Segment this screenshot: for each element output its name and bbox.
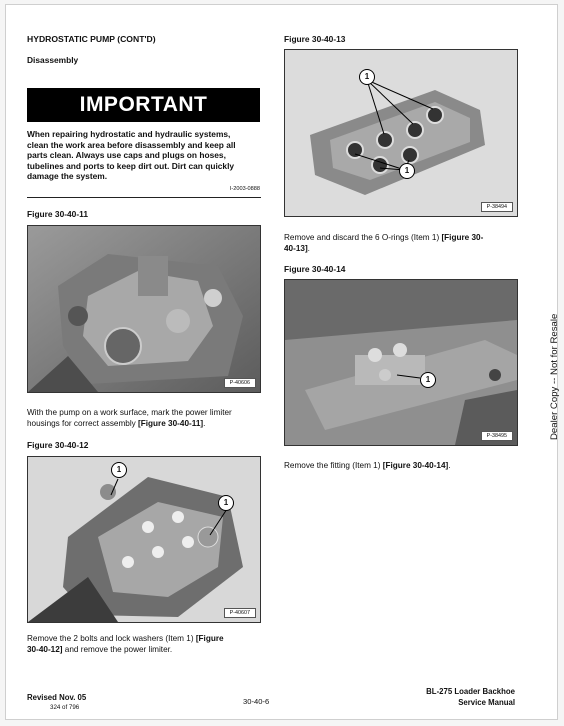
- footer-page-count: 324 of 796: [50, 704, 80, 711]
- para-line: [27, 633, 262, 644]
- figure-11-title: Figure 30-40-11: [27, 209, 88, 219]
- important-line: clean the work area before disassembly and keep all: [27, 139, 236, 150]
- section-title: HYDROSTATIC PUMP (CONT'D): [27, 34, 156, 44]
- figure-13-title: Figure 30-40-13: [284, 34, 346, 44]
- para-line: [27, 418, 262, 429]
- callout-1-top: 1: [359, 69, 375, 85]
- figure-reference: [Figure: [195, 634, 224, 643]
- para-line: [284, 243, 519, 254]
- para-line: With the pump on a work surface, mark the power limiter: [27, 408, 232, 417]
- para-line: [27, 644, 262, 655]
- dealer-copy-watermark: Dealer Copy -- Not for Resale: [549, 313, 560, 440]
- figure-12-photo: [27, 456, 261, 623]
- divider: [27, 197, 261, 198]
- paragraph-remove-orings: [284, 232, 519, 254]
- figure-11-photo-number: P-40606: [224, 378, 256, 388]
- footer-page-number: 30-40-6: [243, 697, 270, 706]
- callout-1-bottom: 1: [399, 163, 415, 179]
- footer-revised: Revised Nov. 05: [27, 693, 87, 702]
- fitting-photo-illustration: [285, 280, 517, 445]
- pump-photo-illustration: [28, 226, 260, 392]
- figure-reference: [Figure 30-: [441, 233, 484, 242]
- callout-1: 1: [420, 372, 436, 388]
- paragraph-remove-bolts: [27, 633, 262, 655]
- para-text: and remove the power limiter.: [62, 645, 173, 654]
- figure-14-photo-number: P-38495: [481, 431, 513, 441]
- figure-reference: 40-13]: [284, 244, 308, 253]
- callout-1-right: 1: [218, 495, 234, 511]
- footer-manual: Service Manual: [458, 698, 515, 707]
- figure-11-photo: [27, 225, 261, 393]
- figure-reference: [Figure 30-40-14]: [382, 461, 449, 470]
- para-line: [284, 232, 519, 243]
- important-banner: IMPORTANT: [27, 88, 260, 122]
- figure-reference: [Figure 30-40-11]: [138, 419, 204, 428]
- para-text: housings for correct assembly: [27, 419, 139, 428]
- para-text: .: [448, 461, 451, 470]
- para-text: .: [203, 419, 206, 428]
- callout-1-top: 1: [111, 462, 127, 478]
- figure-12-title: Figure 30-40-12: [27, 440, 89, 450]
- subsection-title: Disassembly: [27, 55, 79, 65]
- important-code: I-2003-0888: [229, 186, 260, 192]
- para-text: Remove and discard the 6 O-rings (Item 1): [284, 233, 442, 242]
- valve-block-photo-illustration: [285, 50, 517, 216]
- important-line: When repairing hydrostatic and hydraulic systems,: [27, 129, 231, 139]
- para-text: Remove the fitting (Item 1): [284, 461, 383, 470]
- figure-14-title: Figure 30-40-14: [284, 264, 346, 274]
- important-line: tubelines and ports to keep dirt out. Dirt can quickly: [27, 160, 235, 171]
- footer-model: BL-275 Loader Backhoe: [426, 687, 515, 696]
- power-limiter-photo-illustration: [28, 457, 260, 622]
- figure-13-photo: [284, 49, 518, 217]
- para-text: Remove the 2 bolts and lock washers (Item 1): [27, 634, 196, 643]
- important-line: parts clean. Always use caps and plugs on hoses,: [27, 150, 226, 161]
- para-text: .: [307, 244, 310, 253]
- paragraph-mark-housings: [27, 407, 262, 429]
- important-line: damage the system.: [27, 171, 108, 182]
- figure-14-photo: [284, 279, 518, 446]
- important-notice: [27, 129, 267, 182]
- paragraph-remove-fitting: [284, 460, 519, 471]
- figure-12-photo-number: P-40607: [224, 608, 256, 618]
- figure-13-photo-number: P-38494: [481, 202, 513, 212]
- figure-reference: 30-40-12]: [27, 645, 63, 654]
